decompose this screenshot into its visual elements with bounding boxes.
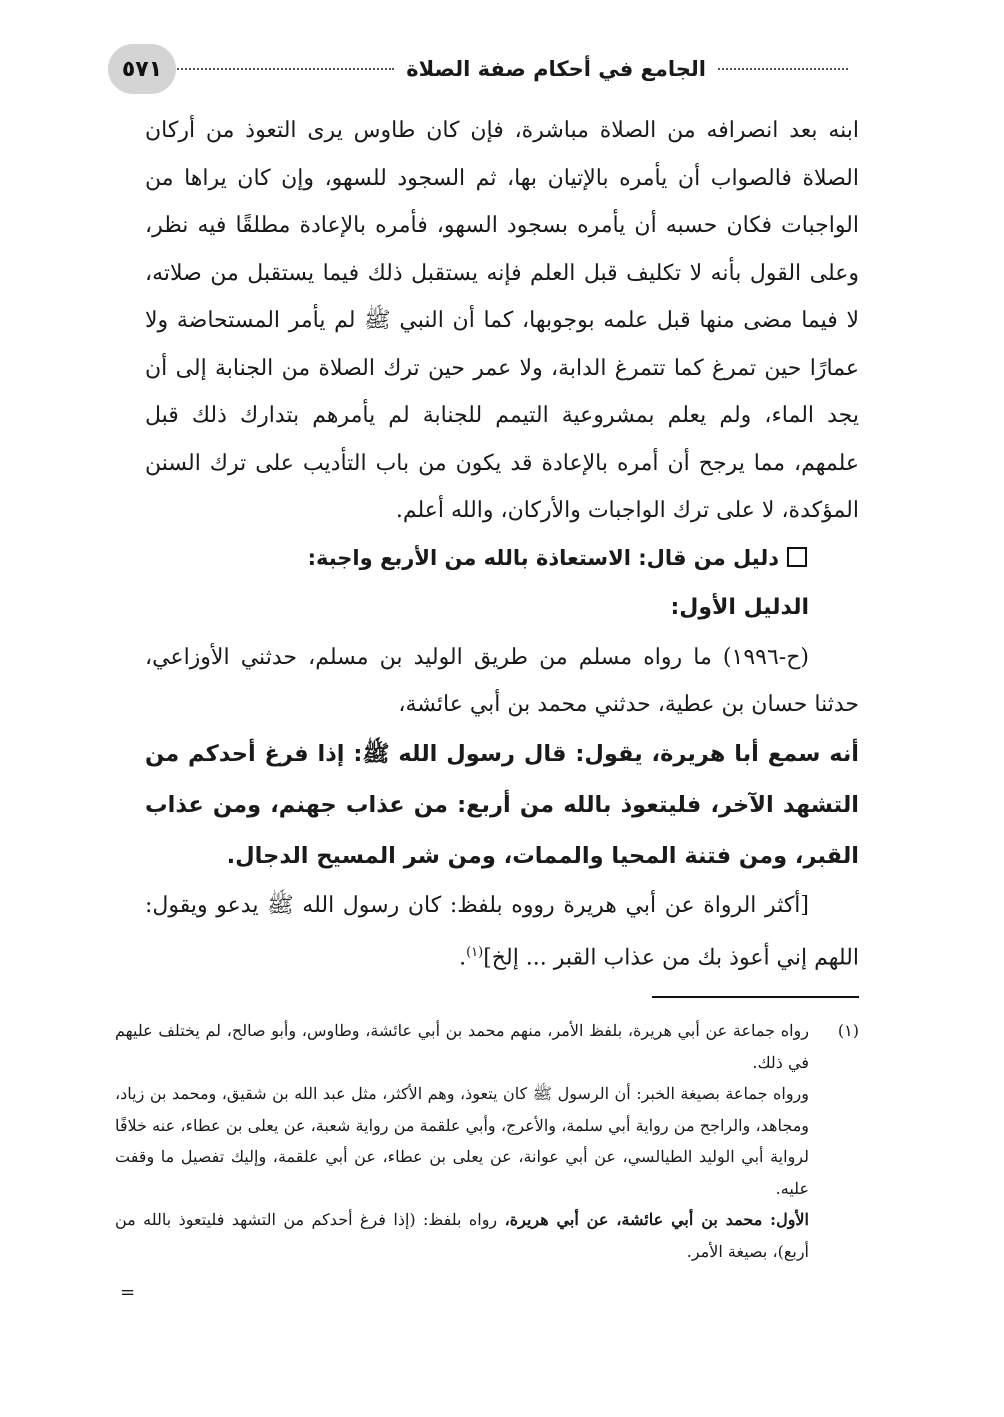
- footnote-content: [115, 1015, 809, 1267]
- footnote-item: [115, 1015, 859, 1267]
- page-header: [110, 40, 856, 98]
- bracket-note-text: [أكثر الرواة عن أبي هريرة رووه بلفظ: كان رسول الله ﷺ يدعو ويقول: اللهم إني أعوذ بك من عذاب القبر ... إلخ]: [145, 892, 859, 971]
- header-dots-right: [718, 68, 848, 70]
- footnote-paragraph: [115, 1204, 809, 1267]
- footnote-separator: [652, 996, 859, 998]
- paragraph: ابنه بعد انصرافه من الصلاة مباشرة، فإن كان طاوس يرى التعوذ من أركان الصلاة فالصواب أن يأمره بالإتيان بها، ثم السجود للسهو، وإن كان يراها من الواجبات فكان حسبه أن يأمره بسجود السهو، فأمره بالإعادة مطلقًا فيه نظر، وعلى القول بأنه لا تكليف قبل العلم فإنه يستقبل ذلك فيما يستقبل من صلاته، لا فيما مضى منها قبل علمه بوجوبها، كما أن النبي ﷺ لم يأمر المستحاضة ولا عمارًا حين تمرغ كما تتمرغ الدابة، ولا عمر حين ترك الصلاة من الجنابة إلى أن يجد الماء، ولم يعلم بمشروعية التيمم للجنابة لم يأمرهم بتدارك ذلك قبل علمهم، مما يرجح أن أمره بالإعادة قد يكون من باب التأديب على ترك السنن المؤكدة، لا على ترك الواجبات والأركان، والله أعلم.: [145, 118, 859, 523]
- footnote-bold-lead: الأول: محمد بن أبي عائشة، عن أبي هريرة،: [504, 1210, 810, 1229]
- footnote-paragraph: ورواه جماعة بصيغة الخبر: أن الرسول ﷺ كان يتعوذ، وهم الأكثر، مثل عبد الله بن شقيق، ومحمد بن زياد، ومجاهد، والراجح من رواية أبي سلمة، والأعرج، وأبي علقمة من رواية شعبة، عن يعلى بن عطاء، عنه خلافًا لرواية أبي الوليد الطيالسي، عن أبي عوانة، عن يعلى بن عطاء، عن أبي علقمة، وإليك تفصيل ما وقفت عليه.: [115, 1084, 809, 1198]
- hadith-chain: (ح-١٩٩٦) ما رواه مسلم من طريق الوليد بن مسلم، حدثني الأوزاعي، حدثنا حسان بن عطية، حدثني محمد بن أبي عائشة،: [145, 644, 859, 717]
- checkbox-square-icon: [787, 547, 807, 567]
- subsection-heading: الدليل الأول:: [670, 594, 809, 620]
- footnote-number: (١): [837, 1021, 859, 1040]
- footnote-text: رواه بلفظ: (إذا فرغ أحدكم من التشهد فليتعوذ بالله من أربع)، بصيغة الأمر.: [115, 1210, 809, 1261]
- book-title: الجامع في أحكام صفة الصلاة: [406, 57, 706, 81]
- footnote-paragraph: رواه جماعة عن أبي هريرة، بلفظ الأمر، منهم محمد بن أبي عائشة، وطاوس، وأبو صالح، لم يختلف عليهم في ذلك.: [115, 1021, 809, 1072]
- bracket-note: [145, 882, 859, 982]
- hadith-text: أنه سمع أبا هريرة، يقول: قال رسول الله ﷺ: إذا فرغ أحدكم من التشهد الآخر، فليتعوذ بالله من أربع: من عذاب جهنم، ومن عذاب القبر، ومن فتنة المحيا والممات، ومن شر المسيح الدجال.: [145, 740, 859, 869]
- footnote-continue-mark: =: [120, 1282, 136, 1303]
- footnote-ref[interactable]: (١): [466, 945, 484, 960]
- section-heading: [145, 535, 859, 582]
- main-text: [145, 107, 859, 982]
- page-number-badge: ٥٧١: [108, 44, 176, 94]
- section-heading-text: دليل من قال: الاستعاذة بالله من الأربع واجبة:: [307, 545, 779, 570]
- footnotes: [115, 1015, 859, 1267]
- bracket-note-end: .: [459, 945, 467, 971]
